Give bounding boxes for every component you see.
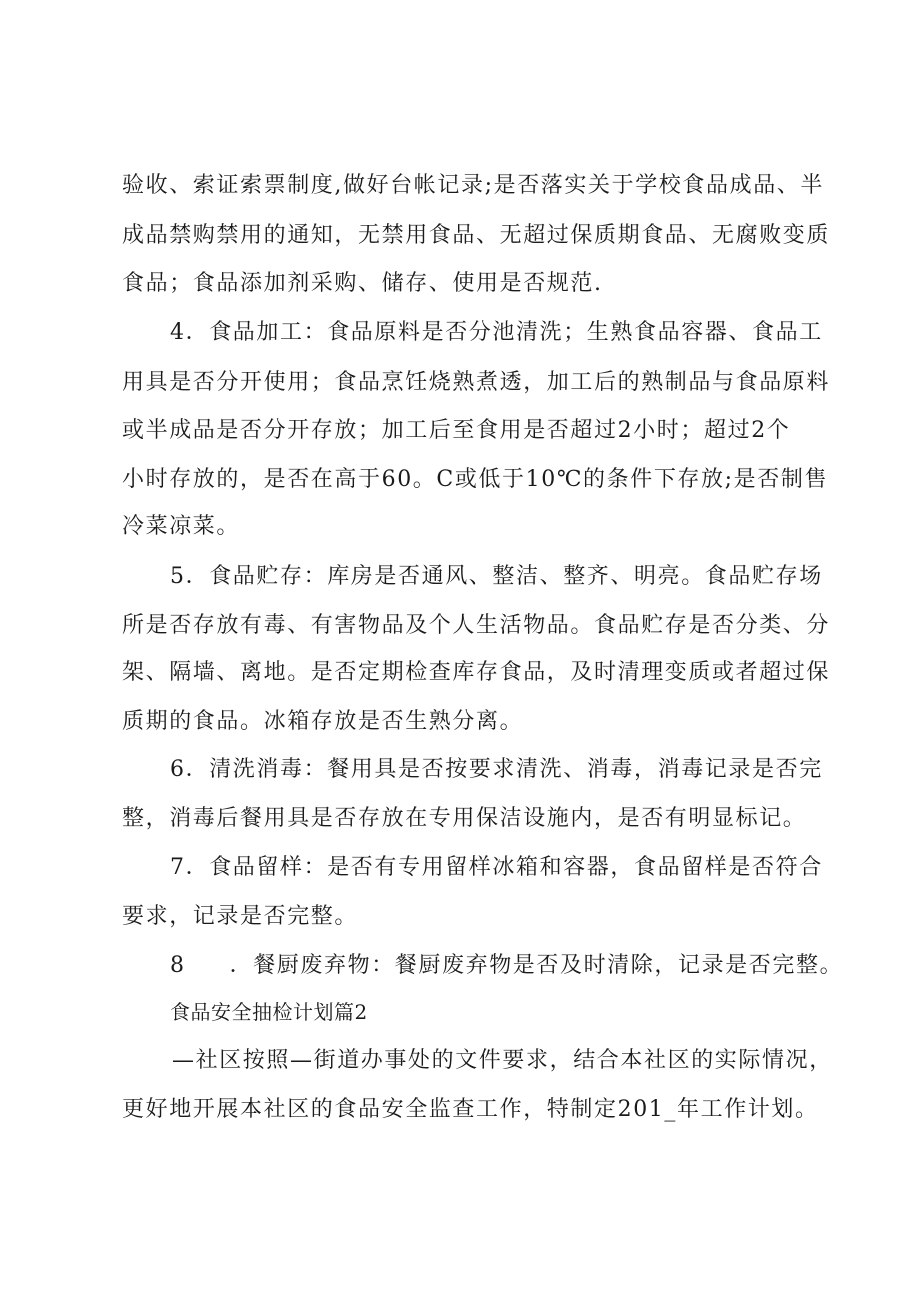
section-title: 食品安全抽检计划篇2 <box>170 1000 368 1024</box>
paragraph-line: 小时存放的，是否在高于60。C或低于10℃的条件下存放;是否制售 <box>122 467 829 492</box>
paragraph-line: 用具是否分开使用；食品烹饪烧熟煮透，加工后的熟制品与食品原料 <box>122 370 831 395</box>
paragraph-line: 或半成品是否分开存放；加工后至食用是否超过2小时；超过2个 <box>122 418 791 443</box>
item-8-number: 8 <box>170 953 186 978</box>
paragraph-line: 架、隔墙、离地。是否定期检查库存食品，及时清理变质或者超过保 <box>122 660 831 685</box>
paragraph-line: 要求，记录是否完整。 <box>122 904 359 929</box>
paragraph-line: 成品禁购禁用的通知，无禁用食品、无超过保质期食品、无腐败变质 <box>122 223 831 248</box>
item-7-line: 7．食品留样：是否有专用留样冰箱和容器，食品留样是否符合 <box>170 855 823 880</box>
paragraph-line: 整，消毒后餐用具是否存放在专用保洁设施内，是否有明显标记。 <box>122 806 807 831</box>
intro-line: 更好地开展本社区的食品安全监查工作，特制定201_年工作计划。 <box>122 1097 819 1122</box>
paragraph-line: 冷菜凉菜。 <box>122 514 241 539</box>
paragraph-line: 食品；食品添加剂采购、储存、使用是否规范. <box>122 271 603 296</box>
paragraph-line: 验收、索证索票制度,做好台帐记录;是否落实关于学校食品成品、半 <box>122 173 825 198</box>
item-6-line: 6．清洗消毒：餐用具是否按要求清洗、消毒，消毒记录是否完 <box>170 757 823 782</box>
item-5-line: 5．食品贮存：库房是否通风、整洁、整齐、明亮。食品贮存场 <box>170 564 823 589</box>
paragraph-line: 质期的食品。冰箱存放是否生熟分离。 <box>122 709 524 734</box>
item-4-line: 4．食品加工：食品原料是否分池清洗；生熟食品容器、食品工 <box>170 320 823 345</box>
item-8-text: ．餐厨废弃物：餐厨废弃物是否及时清除，记录是否完整。 <box>229 953 844 978</box>
item-8-line <box>170 951 843 981</box>
paragraph-line: 所是否存放有毒、有害物品及个人生活物品。食品贮存是否分类、分 <box>122 613 831 638</box>
intro-line: —社区按照—街道办事处的文件要求，结合本社区的实际情况， <box>172 1048 833 1073</box>
